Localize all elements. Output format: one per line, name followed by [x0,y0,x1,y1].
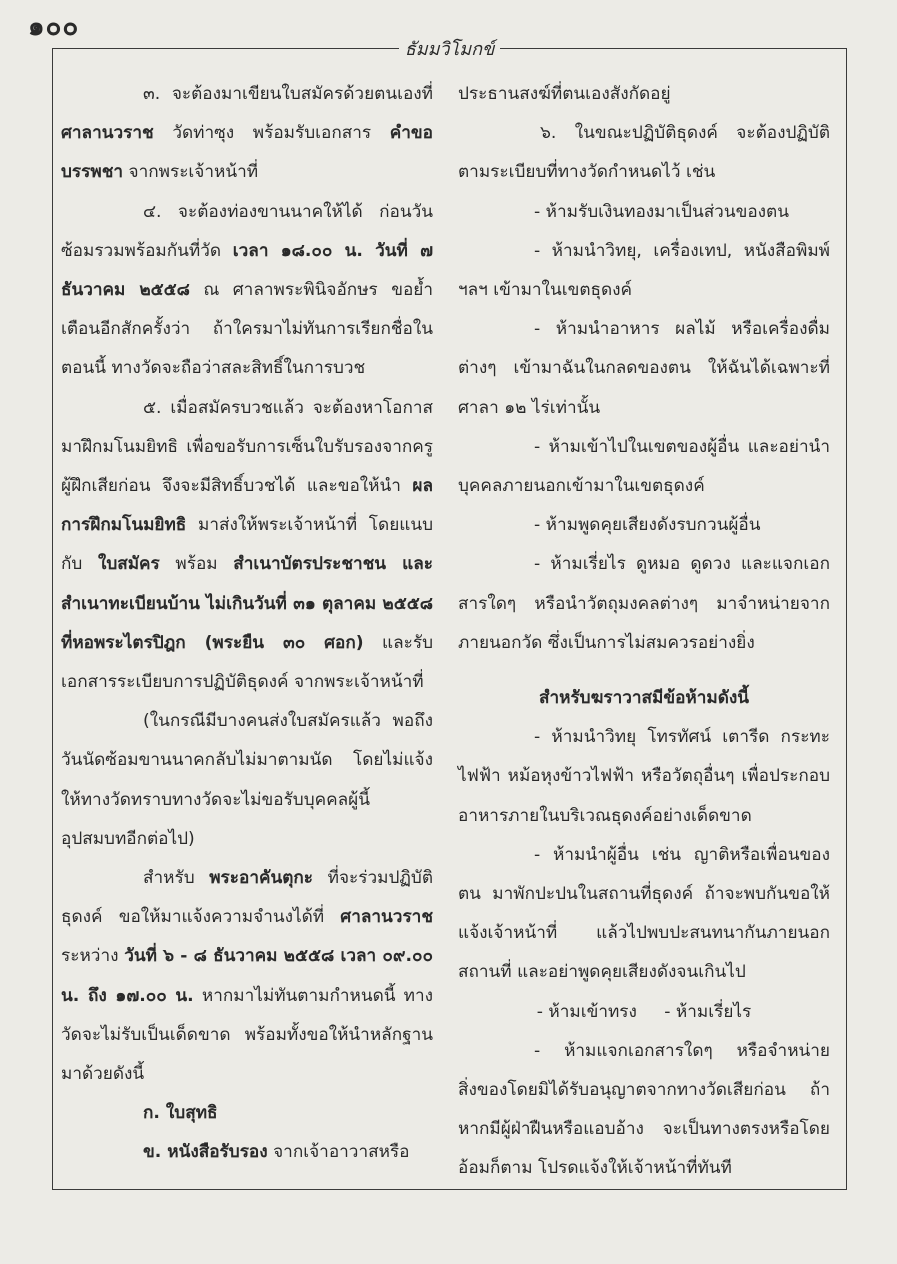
text: วัดท่าซุง พร้อมรับเอกสาร [172,123,372,144]
paragraph-5 [61,389,433,703]
text: มาส่งให้พระเจ้าหน้าที่ โดยแนบกับ [61,515,434,575]
right-column [458,75,830,1189]
text: ระหว่าง [61,946,119,967]
paragraph-note: (ในกรณีมีบางคนส่งใบสมัครแล้ว พอถึงวันนัดซ้อมขานนาคกลับไม่มาตามนัด โดยไม่แจ้งให้ทางวัดทราบทางวัดจะไม่ขอรับบุคคลผู้นี้อุปสมบทอีกต่อไป) [61,711,433,849]
bold-text: เวลา ๑๘.๐๐ น. วันที่ ๗ ธันวาคม ๒๕๕๘ [61,240,433,301]
text: ๕. เมื่อสมัครบวชแล้ว จะต้องหาโอกาสมาฝึกมโนมยิทธิ เพื่อขอรับการเซ็นใบรับรองจากครูผู้ฝึกเสียก่อน จึงจะมีสิทธิ์บวชได้ และขอให้นำ [61,397,433,497]
text: จากเจ้าอาวาสหรือ [273,1142,410,1163]
lay-rules-heading: สำหรับฆราวาสมีข้อห้ามดังนี้ [538,688,750,709]
bold-text: พระอาคันตุกะ [209,868,314,889]
paragraph-4 [61,193,433,389]
paragraph-6: ๖. ในขณะปฏิบัติธุดงค์ จะต้องปฏิบัติตามระเบียบที่ทางวัดกำหนดไว้ เช่น [458,123,830,183]
text: ๔. จะต้องท่องขานนาคให้ได้ ก่อนวันซ้อมรวมพร้อมกันที่วัด [61,201,433,261]
page-frame [52,39,847,1190]
rule-item: - ห้ามรับเงินทองมาเป็นส่วนของตน [534,201,789,222]
text: ที่จะร่วมปฏิบัติธุดงค์ ขอให้มาแจ้งความจำนงได้ที่ [61,868,434,928]
rule-item: - ห้ามนำอาหาร ผลไม้ หรือเครื่องดื่มต่างๆ เข้ามาฉันในกลดของตน ให้ฉันได้เฉพาะที่ศาลา ๑๒ ไร่เท่านั้น [458,319,830,418]
paragraph-continued: ประธานสงฆ์ที่ตนเองสังกัดอยู่ [458,84,671,104]
rule-item: - ห้ามแจกเอกสารใดๆ หรือจำหน่ายสิ่งของโดยมิได้รับอนุญาตจากทางวัดเสียก่อน ถ้าหากมีผู้ฝ่าฝืนหรือแอบอ้าง จะเป็นทางตรงหรือโดยอ้อมก็ตาม โปรดแจ้งให้เจ้าหน้าที่ทันที [458,1040,830,1179]
item-a [61,1094,433,1133]
text: ๓. จะต้องมาเขียนใบสมัครด้วยตนเองที่ [143,84,433,104]
text: และรับเอกสารระเบียบการปฏิบัติธุดงค์ จากพระเจ้าหน้าที่ [61,632,434,693]
bold-text: วันที่ ๖ - ๘ ธันวาคม ๒๕๕๘ เวลา ๐๙.๐๐ น. ถึง ๑๗.๐๐ น. [61,946,433,1006]
bold-text: ก. ใบสุทธิ [143,1103,218,1124]
text: พร้อม [175,554,218,575]
paragraph-guest-monks [61,859,433,1094]
text: ณ ศาลาพระพินิจอักษร ขอย้ำเตือนอีกสักครั้งว่า ถ้าใครมาไม่ทันการเรียกชื่อในตอนนี้ ทางวัดจะถือว่าสละสิทธิ์ในการบวช [61,280,433,379]
rule-item: - ห้ามเข้าไปในเขตของผู้อื่น และอย่านำบุคคลภายนอกเข้ามาในเขตธุดงค์ [458,436,830,497]
running-head-title: ธัมมวิโมกข์ [399,39,501,60]
rule-item: - ห้ามนำผู้อื่น เช่น ญาติหรือเพื่อนของตน มาพักปะปนในสถานที่ธุดงค์ ถ้าจะพบกันขอให้แจ้งเจ้าหน้าที่ แล้วไปพบปะสนทนากันภายนอกสถานที่ และอย่าพูดคุยเสียงดังจนเกินไป [458,844,830,983]
bold-text: สำเนาบัตรประชาชน และสำเนาทะเบียนบ้าน ไม่เกินวันที่ ๓๑ ตุลาคม ๒๕๕๘ ที่หอพระไตรปิฎก (พระยืน ๓๐ ศอก) [61,554,434,653]
rule-item: - ห้ามนำวิทยุ โทรทัศน์ เตารีด กระทะไฟฟ้า หม้อหุงข้าวไฟฟ้า หรือวัตถุอื่นๆ เพื่อประกอบอาหารภายในบริเวณธุดงค์อย่างเด็ดขาด [458,727,830,826]
text: หากมาไม่ทันตามกำหนดนี้ ทางวัดจะไม่รับเป็นเด็ดขาด พร้อมทั้งขอให้นำหลักฐานมาด้วยดังนี้ [61,985,434,1085]
paragraph-3 [61,75,433,193]
running-head [53,34,846,63]
rule-item: - ห้ามนำวิทยุ, เครื่องเทป, หนังสือพิมพ์ ฯลฯ เข้ามาในเขตธุดงค์ [458,240,830,301]
text: สำหรับ [143,868,195,889]
item-b [61,1133,433,1172]
bold-text: ผลการฝึกมโนมยิทธิ [61,476,433,536]
page-number: ๑๐๐ [28,12,80,42]
bold-text: ศาลานวราช [61,123,154,144]
text: จากพระเจ้าหน้าที่ [128,162,259,183]
rule-item: - ห้ามพูดคุยเสียงดังรบกวนผู้อื่น [534,515,761,536]
bold-text: ศาลานวราช [340,907,433,928]
bold-text: คำขอบรรพชา [61,123,433,183]
left-column [61,75,433,1173]
rule-item: - ห้ามเรี่ยไร ดูหมอ ดูดวง และแจกเอกสารใดๆ หรือนำวัตถุมงคลต่างๆ มาจำหน่ายจากภายนอกวัด ซึ่งเป็นการไม่สมควรอย่างยิ่ง [458,554,830,653]
rule-item: - ห้ามเข้าทรง - ห้ามเรี่ยไร [536,1001,752,1022]
bold-text: ข. หนังสือรับรอง [143,1142,268,1163]
bold-text: ใบสมัคร [97,554,160,575]
